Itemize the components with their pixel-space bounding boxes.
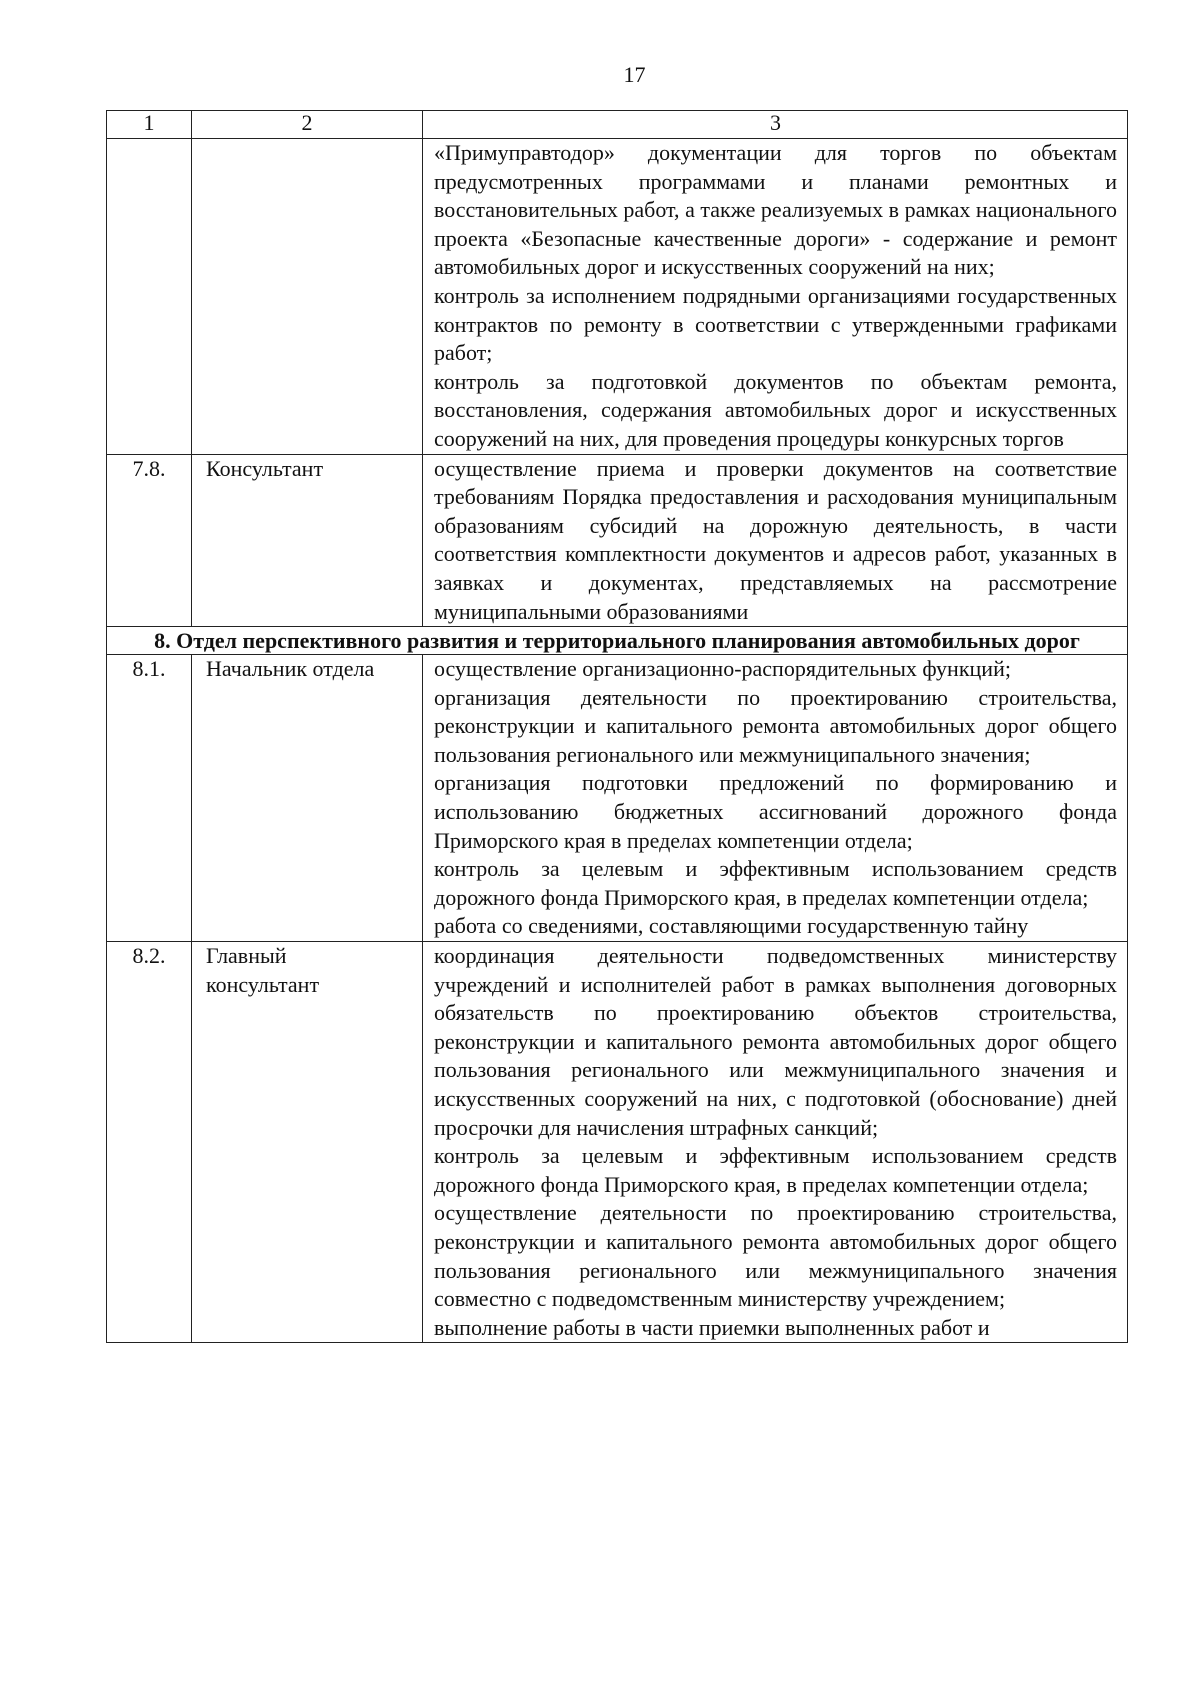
row-position: [192, 139, 423, 455]
row-number: 7.8.: [107, 454, 192, 627]
row-position: Главный консультант: [192, 942, 423, 1343]
duties-table: [106, 110, 1128, 1343]
row-number: 8.2.: [107, 942, 192, 1343]
table-row: [107, 454, 1128, 627]
table-row: [107, 942, 1128, 1343]
duty-item: контроль за исполнением подрядными организациями государственных контрактов по ремонту в соответствии с утвержденными графиками работ;: [434, 282, 1117, 366]
duty-item: «Примуправтодор» документации для торгов по объектам предусмотренных программами и планами ремонтных и восстановительных работ, а также реализуемых в рамках национального проекта «Безопасные качественные дороги» - содержание и ремонт автомобильных дорог и искусственных сооружений на них;: [434, 140, 1117, 280]
header-col-3: 3: [423, 111, 1128, 139]
row-position: Начальник отдела: [192, 655, 423, 942]
page-number: 17: [623, 62, 646, 87]
section-heading: 8. Отдел перспективного развития и территориального планирования автомобильных дорог: [107, 627, 1128, 655]
row-duties: [423, 655, 1128, 942]
row-number: 8.1.: [107, 655, 192, 942]
duty-item: организация деятельности по проектированию строительства, реконструкции и капитального ремонта автомобильных дорог общего пользования регионального или межмуниципального значения;: [434, 684, 1117, 767]
section-row: [107, 627, 1128, 655]
duty-item: координация деятельности подведомственных министерству учреждений и исполнителей работ в рамках выполнения договорных обязательств по проектированию объектов строительства, реконструкции и капитального ремонта автомобильных дорог общего пользования регионального или межмуниципального значения и искусственных сооружений на них, с подготовкой (обоснование) дней просрочки для начисления штрафных санкций;: [434, 943, 1117, 1140]
table-header-row: [107, 111, 1128, 139]
row-number: [107, 139, 192, 455]
duty-item: осуществление деятельности по проектированию строительства, реконструкции и капитального ремонта автомобильных дорог общего пользования регионального или межмуниципального значения совместно с подведомственным министерству учреждением;: [434, 1200, 1117, 1312]
row-duties: [423, 139, 1128, 455]
table-row: [107, 655, 1128, 942]
duty-item: осуществление организационно-распорядительных функций;: [434, 656, 1011, 682]
duty-item: контроль за целевым и эффективным использованием средств дорожного фонда Приморского края, в пределах компетенции отдела;: [434, 1143, 1117, 1197]
row-duties: [423, 454, 1128, 627]
duty-item: выполнение работы в части приемки выполненных работ и: [434, 1314, 990, 1340]
duty-item: осуществление приема и проверки документов на соответствие требованиям Порядка предоставления и расходования муниципальным образованиям субсидий на дорожную деятельность, в части соответствия комплектности документов и адресов работ, указанных в заявках и документах, представляемых на рассмотрение муниципальными образованиями: [434, 455, 1117, 624]
row-position: Консультант: [192, 454, 423, 627]
row-duties: [423, 942, 1128, 1343]
duty-item: организация подготовки предложений по формированию и использованию бюджетных ассигнований дорожного фонда Приморского края в пределах компетенции отдела;: [434, 770, 1117, 853]
duty-item: контроль за подготовкой документов по объектам ремонта, восстановления, содержания автомобильных дорог и искусственных сооружений на них, для проведения процедуры конкурсных торгов: [434, 368, 1117, 451]
table-row: [107, 139, 1128, 455]
duty-item: работа со сведениями, составляющими государственную тайну: [434, 913, 1029, 939]
header-col-2: 2: [192, 111, 423, 139]
duty-item: контроль за целевым и эффективным использованием средств дорожного фонда Приморского края, в пределах компетенции отдела;: [434, 856, 1117, 910]
header-col-1: 1: [107, 111, 192, 139]
